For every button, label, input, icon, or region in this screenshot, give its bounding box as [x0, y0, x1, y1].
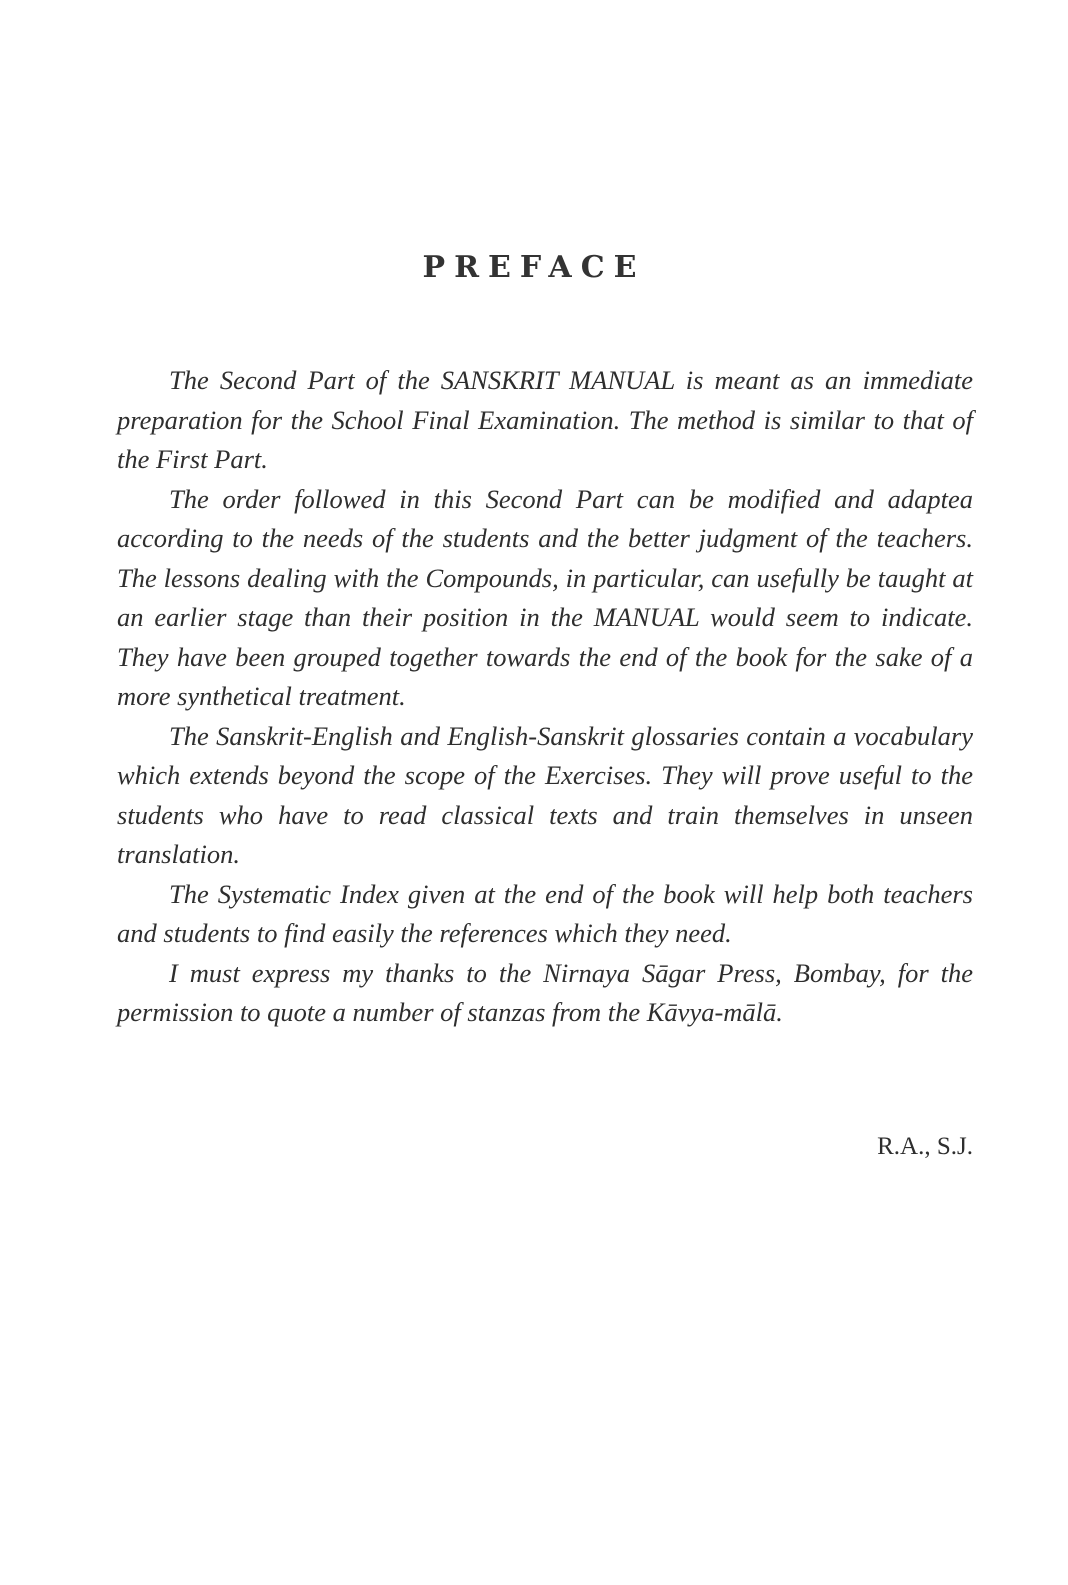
paragraph-4: The Systematic Index given at the end of the book will help both teachers and students to find easily the references which they need.: [117, 878, 973, 948]
paragraph-2: The order followed in this Second Part can be modified and adaptea according to the needs of the students and the better judgment of the teachers. The lessons dealing with the Compounds, in particular, can usefully be taught at an earlier stage than their position in the MANUAL would seem to indicate. They have been grouped together towards the end of the book for the sake of a more synthetical treatment.: [117, 483, 973, 711]
paragraph-5: I must express my thanks to the Nirnaya Sāgar Press, Bombay, for the permission to quote a number of stanzas from the Kāvya-mālā.: [117, 957, 973, 1027]
preface-body: [117, 361, 973, 1033]
paragraph-1: The Second Part of the SANSKRIT MANUAL is meant as an immediate preparation for the School Final Examination. The method is similar to that of the First Part.: [117, 365, 973, 474]
author-signature: R.A., S.J.: [877, 1133, 973, 1160]
page-title: PREFACE: [422, 250, 646, 285]
paragraph-3: The Sanskrit-English and English-Sanskrit glossaries contain a vocabulary which extends beyond the scope of the Exercises. They will prove useful to the students who have to read classical texts and train themselves in unseen translation.: [117, 720, 973, 869]
